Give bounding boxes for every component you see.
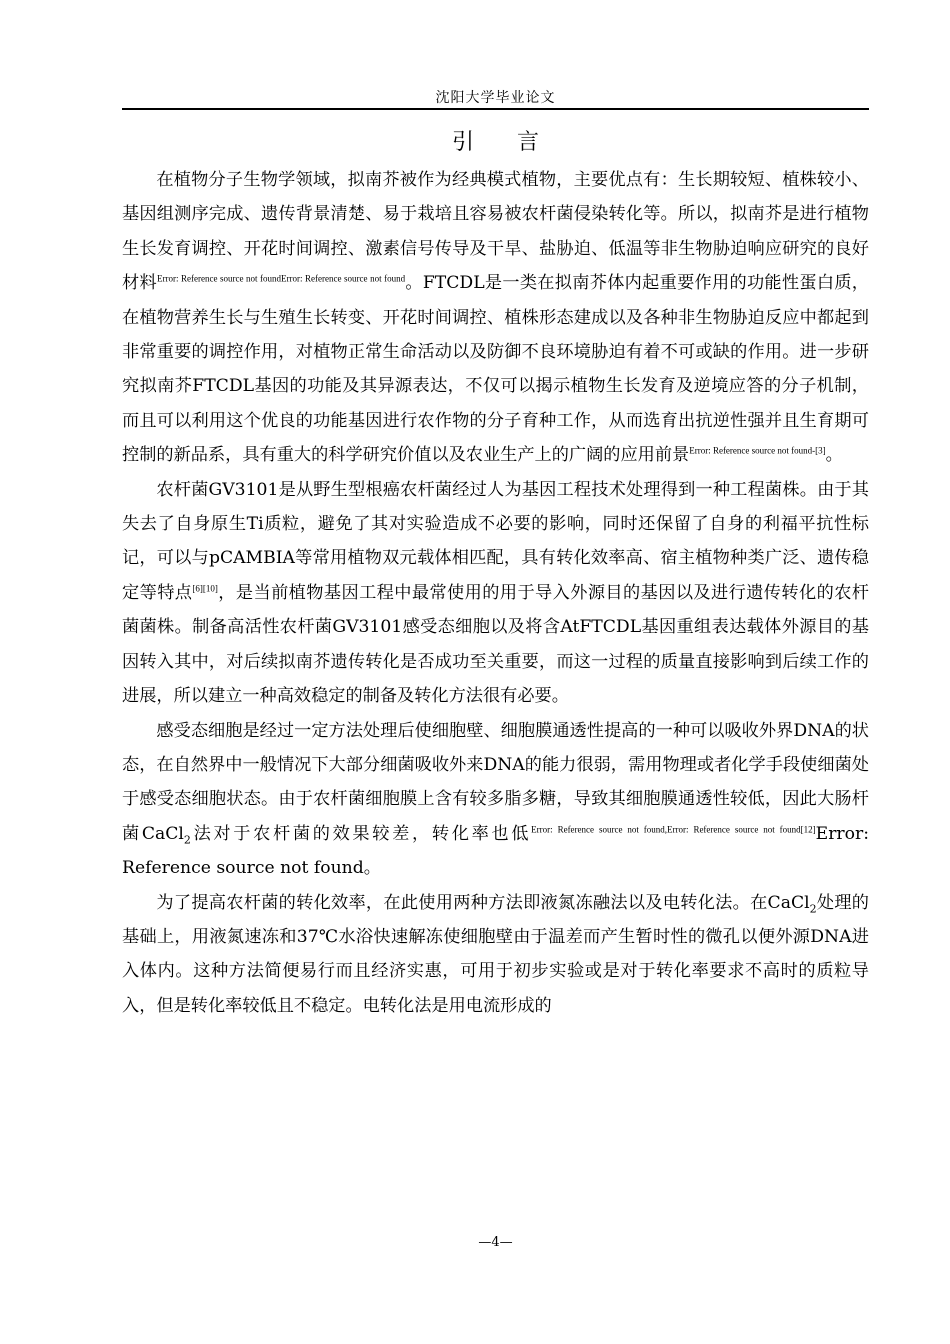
- header-rule: [122, 108, 869, 110]
- paragraph-3-text-b: 法对于农杆菌的效果较差，转化率也低: [190, 823, 532, 844]
- paragraph-2-text-a: 农杆菌GV3101是从野生型根癌农杆菌经过人为基因工程技术处理得到一种工程菌株。由于其失去了自身原生Ti质粒，避免了其对实验造成不必要的影响，同时还保留了自身的利福平抗性标记，可以与pCAMBIA等常用植物双元载体相匹配，具有转化效率高、宿主植物种类广泛、遗传稳定等特点: [122, 479, 869, 603]
- paragraph-1-text-c: 。: [825, 445, 843, 466]
- paragraph-2-text-b: ，是当前植物基因工程中最常使用的用于导入外源目的基因以及进行遗传转化的农杆菌菌株。制备高活性农杆菌GV3101感受态细胞以及将含AtFTCDL基因重组表达载体外源目的基因转入其中，对后续拟南芥遗传转化是否成功至关重要，而这一过程的质量直接影响到后续工作的进展，所以建立一种高效稳定的制备及转化方法很有必要。: [122, 582, 869, 707]
- paragraph-3: [122, 714, 869, 886]
- citation-ref: Error: Reference source not found-[3]: [689, 445, 826, 456]
- section-title: 引 言: [452, 130, 557, 155]
- paragraph-4-text-a: 为了提高农杆菌的转化效率，在此使用两种方法即液氮冻融法以及电转化法。在CaCl: [156, 892, 810, 913]
- paragraph-3-text-c: Error: Reference source not found。: [122, 823, 869, 879]
- subscript: 2: [809, 901, 817, 915]
- paragraph-1-text-a: 在植物分子生物学领域，拟南芥被作为经典模式植物，主要优点有：生长期较短、植株较小、基因组测序完成、遗传背景清楚、易于栽培且容易被农杆菌侵染转化等。所以，拟南芥是进行植物生长发育调控、开花时间调控、激素信号传导及干旱、盐胁迫、低温等非生物胁迫响应研究的良好材料: [122, 170, 869, 294]
- body-text: [122, 163, 869, 1023]
- page-number: —4—: [478, 1235, 513, 1250]
- paragraph-1: [122, 163, 869, 473]
- citation-ref: [6][10]: [192, 583, 218, 594]
- paragraph-4: [122, 886, 869, 1024]
- paragraph-1-text-b: 。FTCDL是一类在拟南芥体内起重要作用的功能性蛋白质，在植物营养生长与生殖生长转变、开花时间调控、植株形态建成以及各种非生物胁迫反应中都起到非常重要的调控作用，对植物正常生命活动以及防御不良环境胁迫有着不可或缺的作用。进一步研究拟南芥FTCDL基因的功能及其异源表达，不仅可以揭示植物生长发育及逆境应答的分子机制，而且可以利用这个优良的功能基因进行农作物的分子育种工作，从而选育出抗逆性强并且生育期可控制的新品系，具有重大的科学研究价值以及农业生产上的广阔的应用前景: [122, 273, 869, 466]
- paragraph-2: [122, 473, 869, 714]
- paragraph-3-text-a: 感受态细胞是经过一定方法处理后使细胞壁、细胞膜通透性提高的一种可以吸收外界DNA的状态，在自然界中一般情况下大部分细菌吸收外来DNA的能力很弱，需用物理或者化学手段使细菌处于感受态细胞状态。由于农杆菌细胞膜上含有较多脂多糖，导致其细胞膜通透性较低，因此大肠杆菌CaCl: [122, 720, 869, 844]
- citation-ref: Error: Reference source not foundError: Reference source not found: [156, 273, 406, 284]
- citation-ref: Error: Reference source not found,Error: Reference source not found[12]: [531, 823, 816, 834]
- paragraph-4-text-b: 处理的基础上，用液氮速冻和37℃水浴快速解冻使细胞壁由于温差而产生暂时性的微孔以便外源DNA进入体内。这种方法简便易行而且经济实惠，可用于初步实验或是对于转化率要求不高时的质粒导入，但是转化率较低且不稳定。电转化法是用电流形成的: [122, 892, 869, 1016]
- running-header: 沈阳大学毕业论文: [435, 90, 556, 106]
- subscript: 2: [183, 833, 191, 847]
